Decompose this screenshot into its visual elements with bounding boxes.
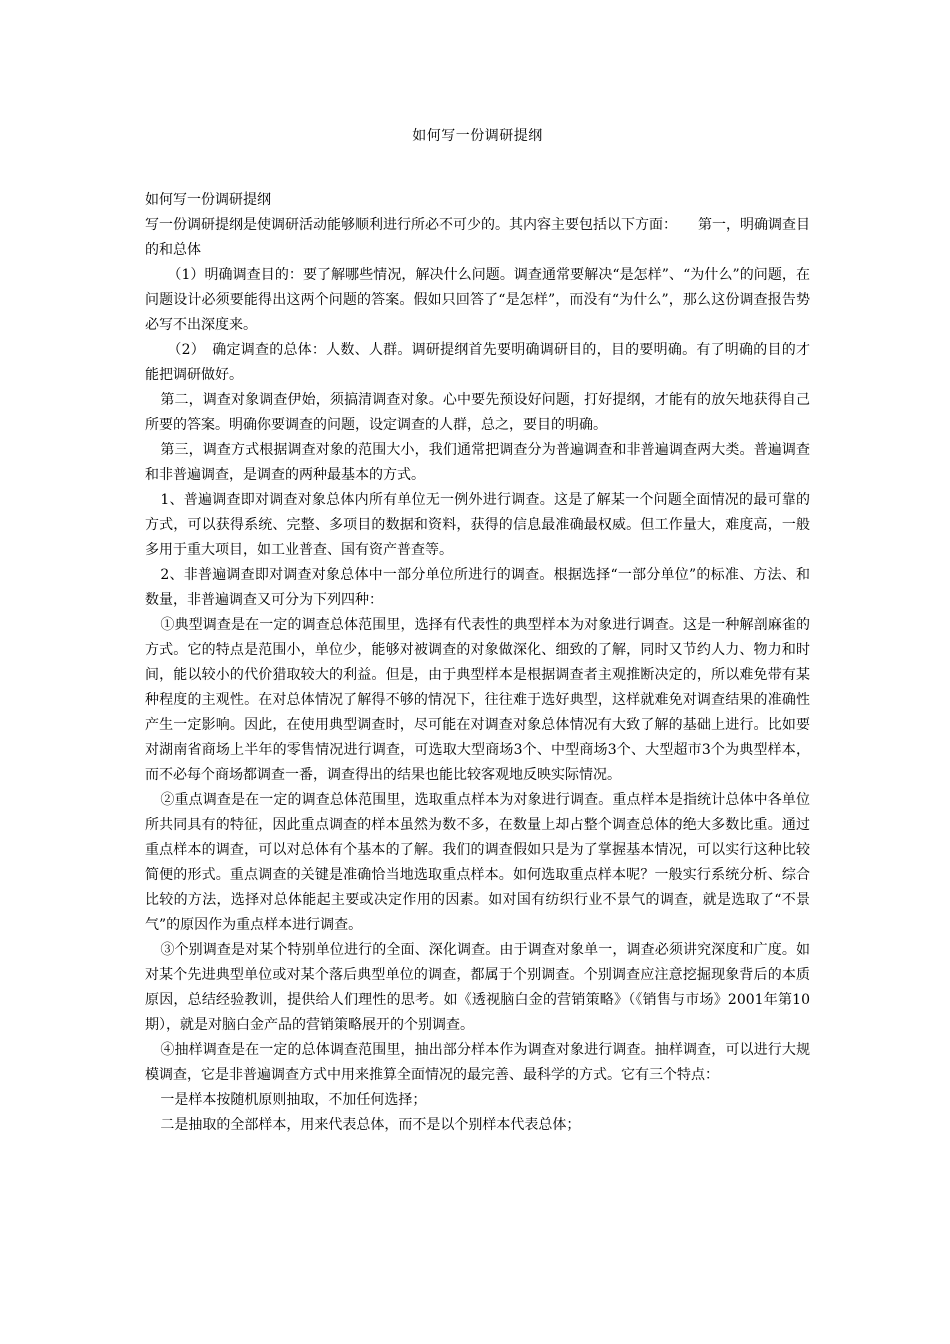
paragraph-universal-survey: 1、普遍调查即对调查对象总体内所有单位无一例外进行调查。这是了解某一个问题全面情况的最可靠的方式，可以获得系统、完整、多项目的数据和资料，获得的信息最准确最权威。但工作量大，难度高，一般多用于重大项目，如工业普查、国有资产普查等。 bbox=[145, 492, 810, 558]
paragraph-purpose: （1）明确调查目的：要了解哪些情况，解决什么问题。调查通常要解决“是怎样”、“为什么”的问题，在问题设计必须要能得出这两个问题的答案。假如只回答了“是怎样”，而没有“为什么”，那么这份调查报告势必写不出深度来。 bbox=[145, 267, 810, 333]
document-subtitle: 如何写一份调研提纲 bbox=[145, 192, 271, 208]
paragraph-second: 第二，调查对象调查伊始，须搞清调查对象。心中要先预设好问题，打好提纲，才能有的放矢地获得自己所要的答案。明确你要调查的问题，设定调查的人群，总之，要目的明确。 bbox=[145, 392, 810, 433]
paragraph-typical-survey: ①典型调查是在一定的调查总体范围里，选择有代表性的典型样本为对象进行调查。这是一种解剖麻雀的方式。它的特点是范围小，单位少，能够对被调查的对象做深化、细致的了解，同时又节约人力、物力和时间，能以较小的代价猎取较大的利益。但是，由于典型样本是根据调查者主观推断决定的，所以难免带有某种程度的主观性。在对总体情况了解得不够的情况下，往往难于选好典型，这样就难免对调查结果的准确性产生一定影响。因此，在使用典型调查时，尽可能在对调查对象总体情况有大致了解的基础上进行。比如要对湖南省商场上半年的零售情况进行调查，可选取大型商场3个、中型商场3个、大型超市3个为典型样本，而不必每个商场都调查一番，调查得出的结果也能比较客观地反映实际情况。 bbox=[145, 617, 810, 783]
paragraph-population: （2） 确定调查的总体：人数、人群。调研提纲首先要明确调研目的，目的要明确。有了明确的目的才能把调研做好。 bbox=[145, 342, 810, 383]
paragraph-key-survey: ②重点调查是在一定的调查总体范围里，选取重点样本为对象进行调查。重点样本是指统计总体中各单位所共同具有的特征，因此重点调查的样本虽然为数不多，在数量上却占整个调查总体的绝大多数比重。通过重点样本的调查，可以对总体有个基本的了解。我们的调查假如只是为了掌握基本情况，可以实行这种比较简便的形式。重点调查的关键是准确恰当地选取重点样本。如何选取重点样本呢？一般实行系统分析、综合比较的方法，选择对总体能起主要或决定作用的因素。如对国有纺织行业不景气的调查，就是选取了“不景气”的原因作为重点样本进行调查。 bbox=[145, 792, 810, 933]
document-page bbox=[145, 124, 810, 1138]
paragraph-individual-survey: ③个别调查是对某个特别单位进行的全面、深化调查。由于调查对象单一，调查必须讲究深度和广度。如对某个先进典型单位或对某个落后典型单位的调查，都属于个别调查。个别调查应注意挖掘现象背后的本质原因，总结经验教训，提供给人们理性的思考。如《透视脑白金的营销策略》（《销售与市场》2001年第10期），就是对脑白金产品的营销策略展开的个别调查。 bbox=[145, 942, 810, 1033]
paragraph-feature-two: 二是抽取的全部样本，用来代表总体，而不是以个别样本代表总体； bbox=[160, 1117, 581, 1133]
paragraph-sampling-survey: ④抽样调查是在一定的总体调查范围里，抽出部分样本作为调查对象进行调查。抽样调查，可以进行大规模调查，它是非普遍调查方式中用来推算全面情况的最完善、最科学的方式。它有三个特点： bbox=[145, 1042, 810, 1083]
paragraph-feature-one: 一是样本按随机原则抽取，不加任何选择； bbox=[160, 1092, 427, 1108]
paragraph-third: 第三，调查方式根据调查对象的范围大小，我们通常把调查分为普遍调查和非普遍调查两大类。普遍调查和非普遍调查，是调查的两种最基本的方式。 bbox=[145, 442, 810, 483]
paragraph-intro: 写一份调研提纲是使调研活动能够顺利进行所必不可少的。其内容主要包括以下方面： 第一，明确调查目的和总体 bbox=[145, 217, 810, 258]
paragraph-non-universal-survey: 2、非普遍调查即对调查对象总体中一部分单位所进行的调查。根据选择“一部分单位”的标准、方法、和数量，非普遍调查又可分为下列四种： bbox=[145, 567, 810, 608]
page-title: 如何写一份调研提纲 bbox=[412, 128, 543, 144]
